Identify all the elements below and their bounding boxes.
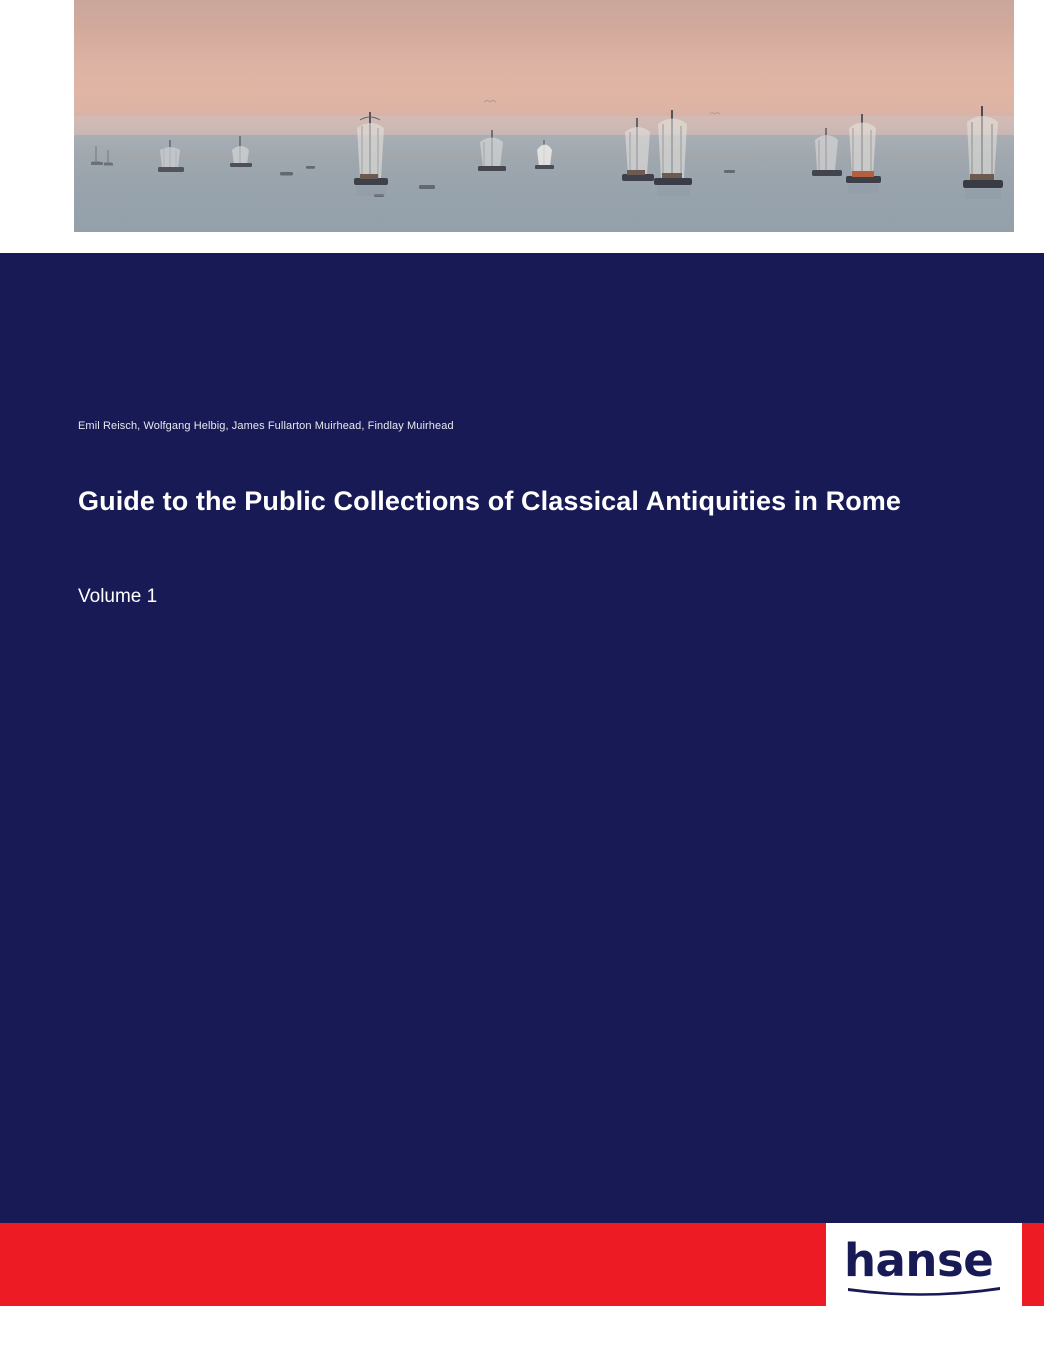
cover-top-band bbox=[0, 0, 1044, 253]
book-title: Guide to the Public Collections of Classical Antiquities in Rome bbox=[78, 486, 902, 516]
cover-main-panel bbox=[0, 253, 1044, 1223]
publisher-logo-text: hanse bbox=[844, 1234, 994, 1287]
book-subtitle: Volume 1 bbox=[78, 586, 158, 607]
cover-bottom-margin bbox=[0, 1306, 1044, 1360]
logo-swoosh-icon bbox=[846, 1285, 1002, 1296]
sailing-ships-illustration bbox=[74, 0, 1014, 232]
cover-photo bbox=[74, 0, 1014, 232]
publisher-logo bbox=[826, 1223, 1022, 1306]
author-list: Emil Reisch, Wolfgang Helbig, James Fullarton Muirhead, Findlay Muirhead bbox=[78, 420, 454, 432]
